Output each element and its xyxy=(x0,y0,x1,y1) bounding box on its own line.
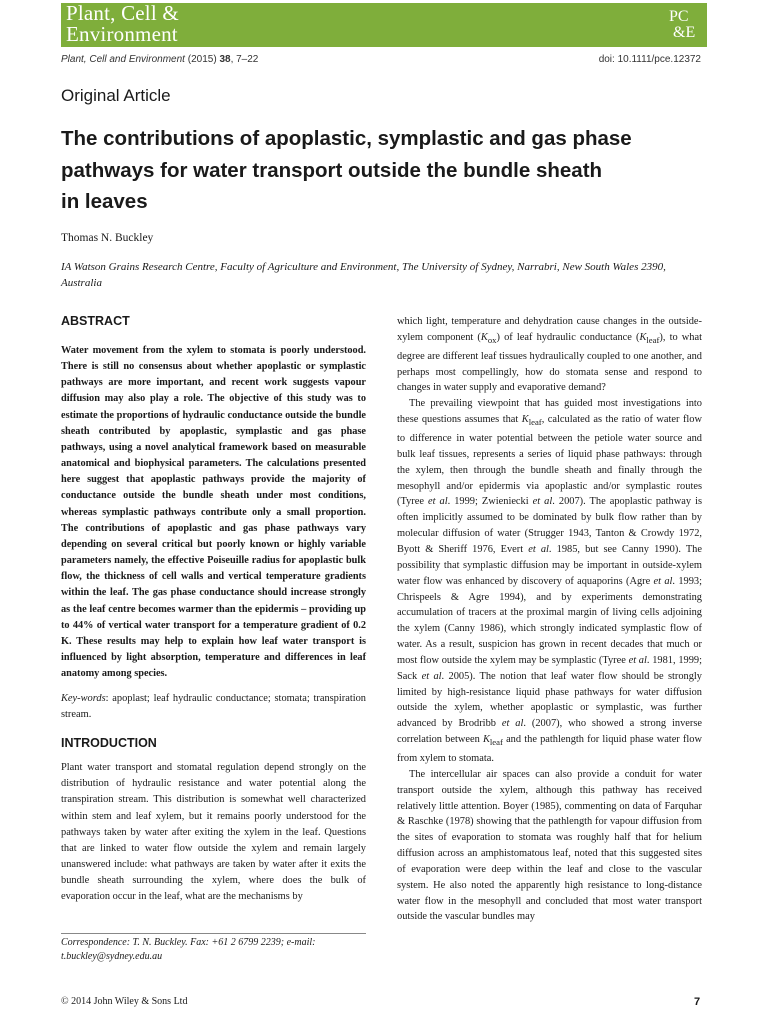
symbol: K xyxy=(480,331,488,343)
symbol: K xyxy=(639,331,647,343)
paragraph xyxy=(397,396,702,767)
title-line: in leaves xyxy=(61,190,148,213)
et-al: et al xyxy=(501,718,524,730)
et-al: et al xyxy=(628,654,647,666)
et-al: et al xyxy=(532,496,553,508)
doi: doi: 10.1111/pce.12372 xyxy=(598,54,701,65)
journal-logo xyxy=(665,9,697,43)
introduction-text: Plant water transport and stomatal regulation depend strongly on the distribution of hydraulic resistance and water potential along the transpiration stream. This distribution is somewhat well characterized within stem and leaf xylem, but it remains poorly understood for the pathways taken by water after exiting the xylem in the leaf. Questions that are linked to water flow outside the xylem and remain largely unanswered include: what pathways are taken by water after it exits the bundle sheath surrounding the xylem, where does the bulk of evaporation occur in the leaf, what are the mechanisms by xyxy=(61,762,366,903)
text-run: ), to what degree are different leaf tissues hydraulically coupled to one another, and perhaps most compellingly, how do stomata sense and respond to changes in water supply and evaporative demand? xyxy=(397,331,703,394)
text-run: which light, temperature and dehydration cause changes in the outside-xylem component ( xyxy=(397,316,702,343)
right-column xyxy=(397,314,702,925)
paragraph xyxy=(397,314,702,396)
journal-banner xyxy=(61,3,707,47)
text-run: . 1985, but see Canny 1990). The possibility that symplastic diffusion may be important in outside-xylem water flow was enhanced by discovery of aquaporins (Agre xyxy=(397,543,702,587)
logo-top-text: PC xyxy=(669,8,689,25)
text-run: . 2005). The notion that leaf water flow should be strongly limited by high-resistance liquid phase pathways for water diffusion outside the xylem, whether apoplastic or symplastic, was further advanced by Brodribb xyxy=(397,670,702,730)
text-run: . 2007). The apoplastic pathway is often implicitly assumed to be dominated by bulk flow rather than by molecular diffusion of water (Strugger 1943, Tanton & Crowdy 1972, Byott & Sheriff 1976, Evert xyxy=(397,496,703,555)
abstract-text: Water movement from the xylem to stomata is poorly understood. There is still no consensus about whether apoplastic or symplastic pathways are more important, and recent work suggests vapour diffusion may also play a role. The objective of this study was to estimate the proportions of hydraulic conductance outside the bundle sheath contributed by apoplastic, symplastic and gas phase pathways, using a novel analytical framework based on measurable anatomical and biophysical parameters. The calculations presented here suggest that apoplastic pathways provide the majority of conductance outside the bundle sheath under most conditions, whereas symplastic pathways contribute only a small proportion. The contributions of apoplastic and gas phase pathways vary depending on several critical but poorly known or highly variable parameters namely, the effective Poiseuille radius for apoplastic bulk flow, the thickness of cell walls and vertical temperature gradients within the leaf. The gas phase conductance should increase strongly as the leaf centre becomes warmer than the epidermis – providing up to 44% of vertical water transport for a temperature gradient of 0.2 K. These results may help to explain how leaf water transport is influenced by light absorption, temperature and differences in leaf anatomy among species. xyxy=(61,345,366,680)
title-line: pathways for water transport outside the bundle sheath xyxy=(61,158,603,182)
affiliation: IA Watson Grains Research Centre, Faculty of Agriculture and Environment, The University of Sydney, Narrabri, New South Wales 2390, Australia xyxy=(61,261,666,289)
citation-volume: 38 xyxy=(219,54,231,65)
keywords-label: Key-words xyxy=(61,693,106,705)
symbol: K xyxy=(521,414,529,426)
logo-bottom-text: &E xyxy=(673,24,696,41)
title-line: The contributions of apoplastic, symplastic and gas phase xyxy=(61,127,632,150)
journal-citation-line xyxy=(61,53,707,67)
article-title xyxy=(61,123,701,218)
text-run: The prevailing viewpoint that has guided most investigations into these questions assumes that xyxy=(397,398,702,426)
text-run: . 1999; Zwieniecki xyxy=(447,496,533,508)
text-run: . 1981, 1999; Sack xyxy=(397,654,702,682)
symbol-subscript: leaf xyxy=(528,417,542,428)
banner-title-line2: Environment xyxy=(66,22,178,46)
text-run: ) of leaf hydraulic conductance ( xyxy=(496,331,640,343)
keywords xyxy=(61,691,366,723)
symbol-subscript: leaf xyxy=(646,334,660,345)
symbol-subscript: ox xyxy=(487,334,497,345)
text-run: , calculated as the ratio of water flow to difference in water potential between the petiole water source and bulk leaf tissues, represents a series of liquid phase pathways: through the xylem, then through the bundle sheath and finally through the mesophyll and/or epidermis via apoplastic and/or symplastic routes (Tyree xyxy=(397,414,702,508)
citation-pages: , 7–22 xyxy=(230,54,259,65)
citation xyxy=(61,54,258,65)
introduction-heading: INTRODUCTION xyxy=(61,736,157,751)
symbol: K xyxy=(482,734,490,746)
text-run: . 1993; Chrispeels & Agre 1994), and by experiments demonstrating accumulation of tracers at the proximal margin of living cells adjoining the xylem (Canny 1986), which strongly indicated symplastic flow of water. As a result, suspicion has grown in recent decades that much or most flow outside the xylem may be symplastic (Tyree xyxy=(397,575,702,666)
et-al: et al xyxy=(653,575,673,587)
citation-journal-name: Plant, Cell and Environment xyxy=(61,54,185,65)
banner-title-line1: Plant, Cell & xyxy=(66,1,179,25)
et-al: et al xyxy=(528,543,549,555)
journal-banner-title xyxy=(66,3,179,45)
article-type: Original Article xyxy=(61,86,171,105)
author: Thomas N. Buckley xyxy=(61,232,154,244)
left-column xyxy=(61,313,366,905)
text-run: and the pathlength for liquid phase water flow from xylem to stomata. xyxy=(397,734,702,765)
text-run: . (2007), who showed a strong inverse correlation between xyxy=(397,718,703,746)
symbol-subscript: leaf xyxy=(489,737,503,748)
paragraph: The intercellular air spaces can also provide a conduit for water transport outside the xylem, although this pathway has received relatively little attention. Boyer (1985), commenting on data of Farquhar & Raschke (1978) showing that the pathlength for vapour diffusion from the sites of evaporation to stomata was roughly half that for helium diffusion across an amphistomatous leaf, noted that this suggested sites of evaporation were deep within the leaf and close to the vascular system. He also noted the apparently high resistance to long-distance water flow in the mesophyll and concluded that most water transport outside the vascular bundles may xyxy=(397,768,702,923)
copyright: © 2014 John Wiley & Sons Ltd xyxy=(61,996,188,1007)
keywords-text: : apoplast; leaf hydraulic conductance; stomata; transpiration stream. xyxy=(61,693,366,721)
correspondence-note: Correspondence: T. N. Buckley. Fax: +61 2 6799 2239; e-mail: t.buckley@sydney.edu.au xyxy=(61,933,366,964)
citation-year: (2015) xyxy=(187,54,217,65)
et-al: et al xyxy=(421,670,442,682)
abstract-heading: ABSTRACT xyxy=(61,314,130,328)
et-al: et al xyxy=(427,496,448,508)
page-number: 7 xyxy=(694,996,701,1008)
